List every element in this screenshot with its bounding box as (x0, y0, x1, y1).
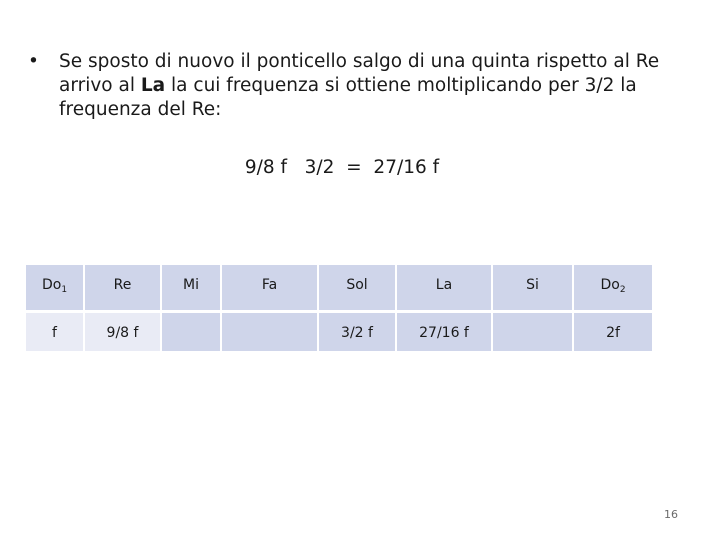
note-name: Do (600, 277, 620, 293)
cell-mi (161, 265, 221, 311)
bullet-paragraph (28, 50, 668, 122)
bullet-text-part1: Se sposto di nuovo il ponticello salgo di una quinta rispetto al Re arrivo al (59, 51, 660, 96)
cell-sol (318, 265, 396, 311)
cell-la (396, 265, 492, 311)
ratio-do1: f (26, 311, 84, 351)
page-number: 16 (664, 508, 678, 521)
cell-fa (221, 265, 318, 311)
note-name: Mi (183, 277, 199, 293)
note-name: La (435, 277, 453, 293)
cell-re (84, 265, 161, 311)
ratio-sol: 3/2 f (318, 311, 396, 351)
table-row-notes (26, 265, 652, 311)
note-la-bold: La (140, 75, 166, 96)
note-name: Re (113, 277, 132, 293)
note-sub: 1 (61, 285, 68, 295)
note-name: Fa (261, 277, 278, 293)
note-name: Do (41, 277, 62, 293)
note-frequency-table (26, 265, 652, 351)
note-sub: 2 (619, 285, 626, 295)
bullet-text (59, 50, 668, 122)
cell-do1 (26, 265, 84, 311)
table-row-ratios (26, 311, 652, 351)
bullet-dot: • (28, 51, 39, 72)
ratio-mi (161, 311, 221, 351)
bullet-text-part2: la cui frequenza si ottiene moltiplicando per 3/2 la frequenza del Re: (59, 75, 637, 120)
ratio-la: 27/16 f (396, 311, 492, 351)
note-name: Si (526, 277, 539, 293)
ratio-si (492, 311, 573, 351)
ratio-fa (221, 311, 318, 351)
ratio-do2: 2f (573, 311, 652, 351)
note-name: Sol (346, 277, 368, 293)
ratio-re: 9/8 f (84, 311, 161, 351)
formula: 9/8 f 3/2 = 27/16 f (244, 157, 440, 178)
cell-do2 (573, 265, 652, 311)
cell-si (492, 265, 573, 311)
